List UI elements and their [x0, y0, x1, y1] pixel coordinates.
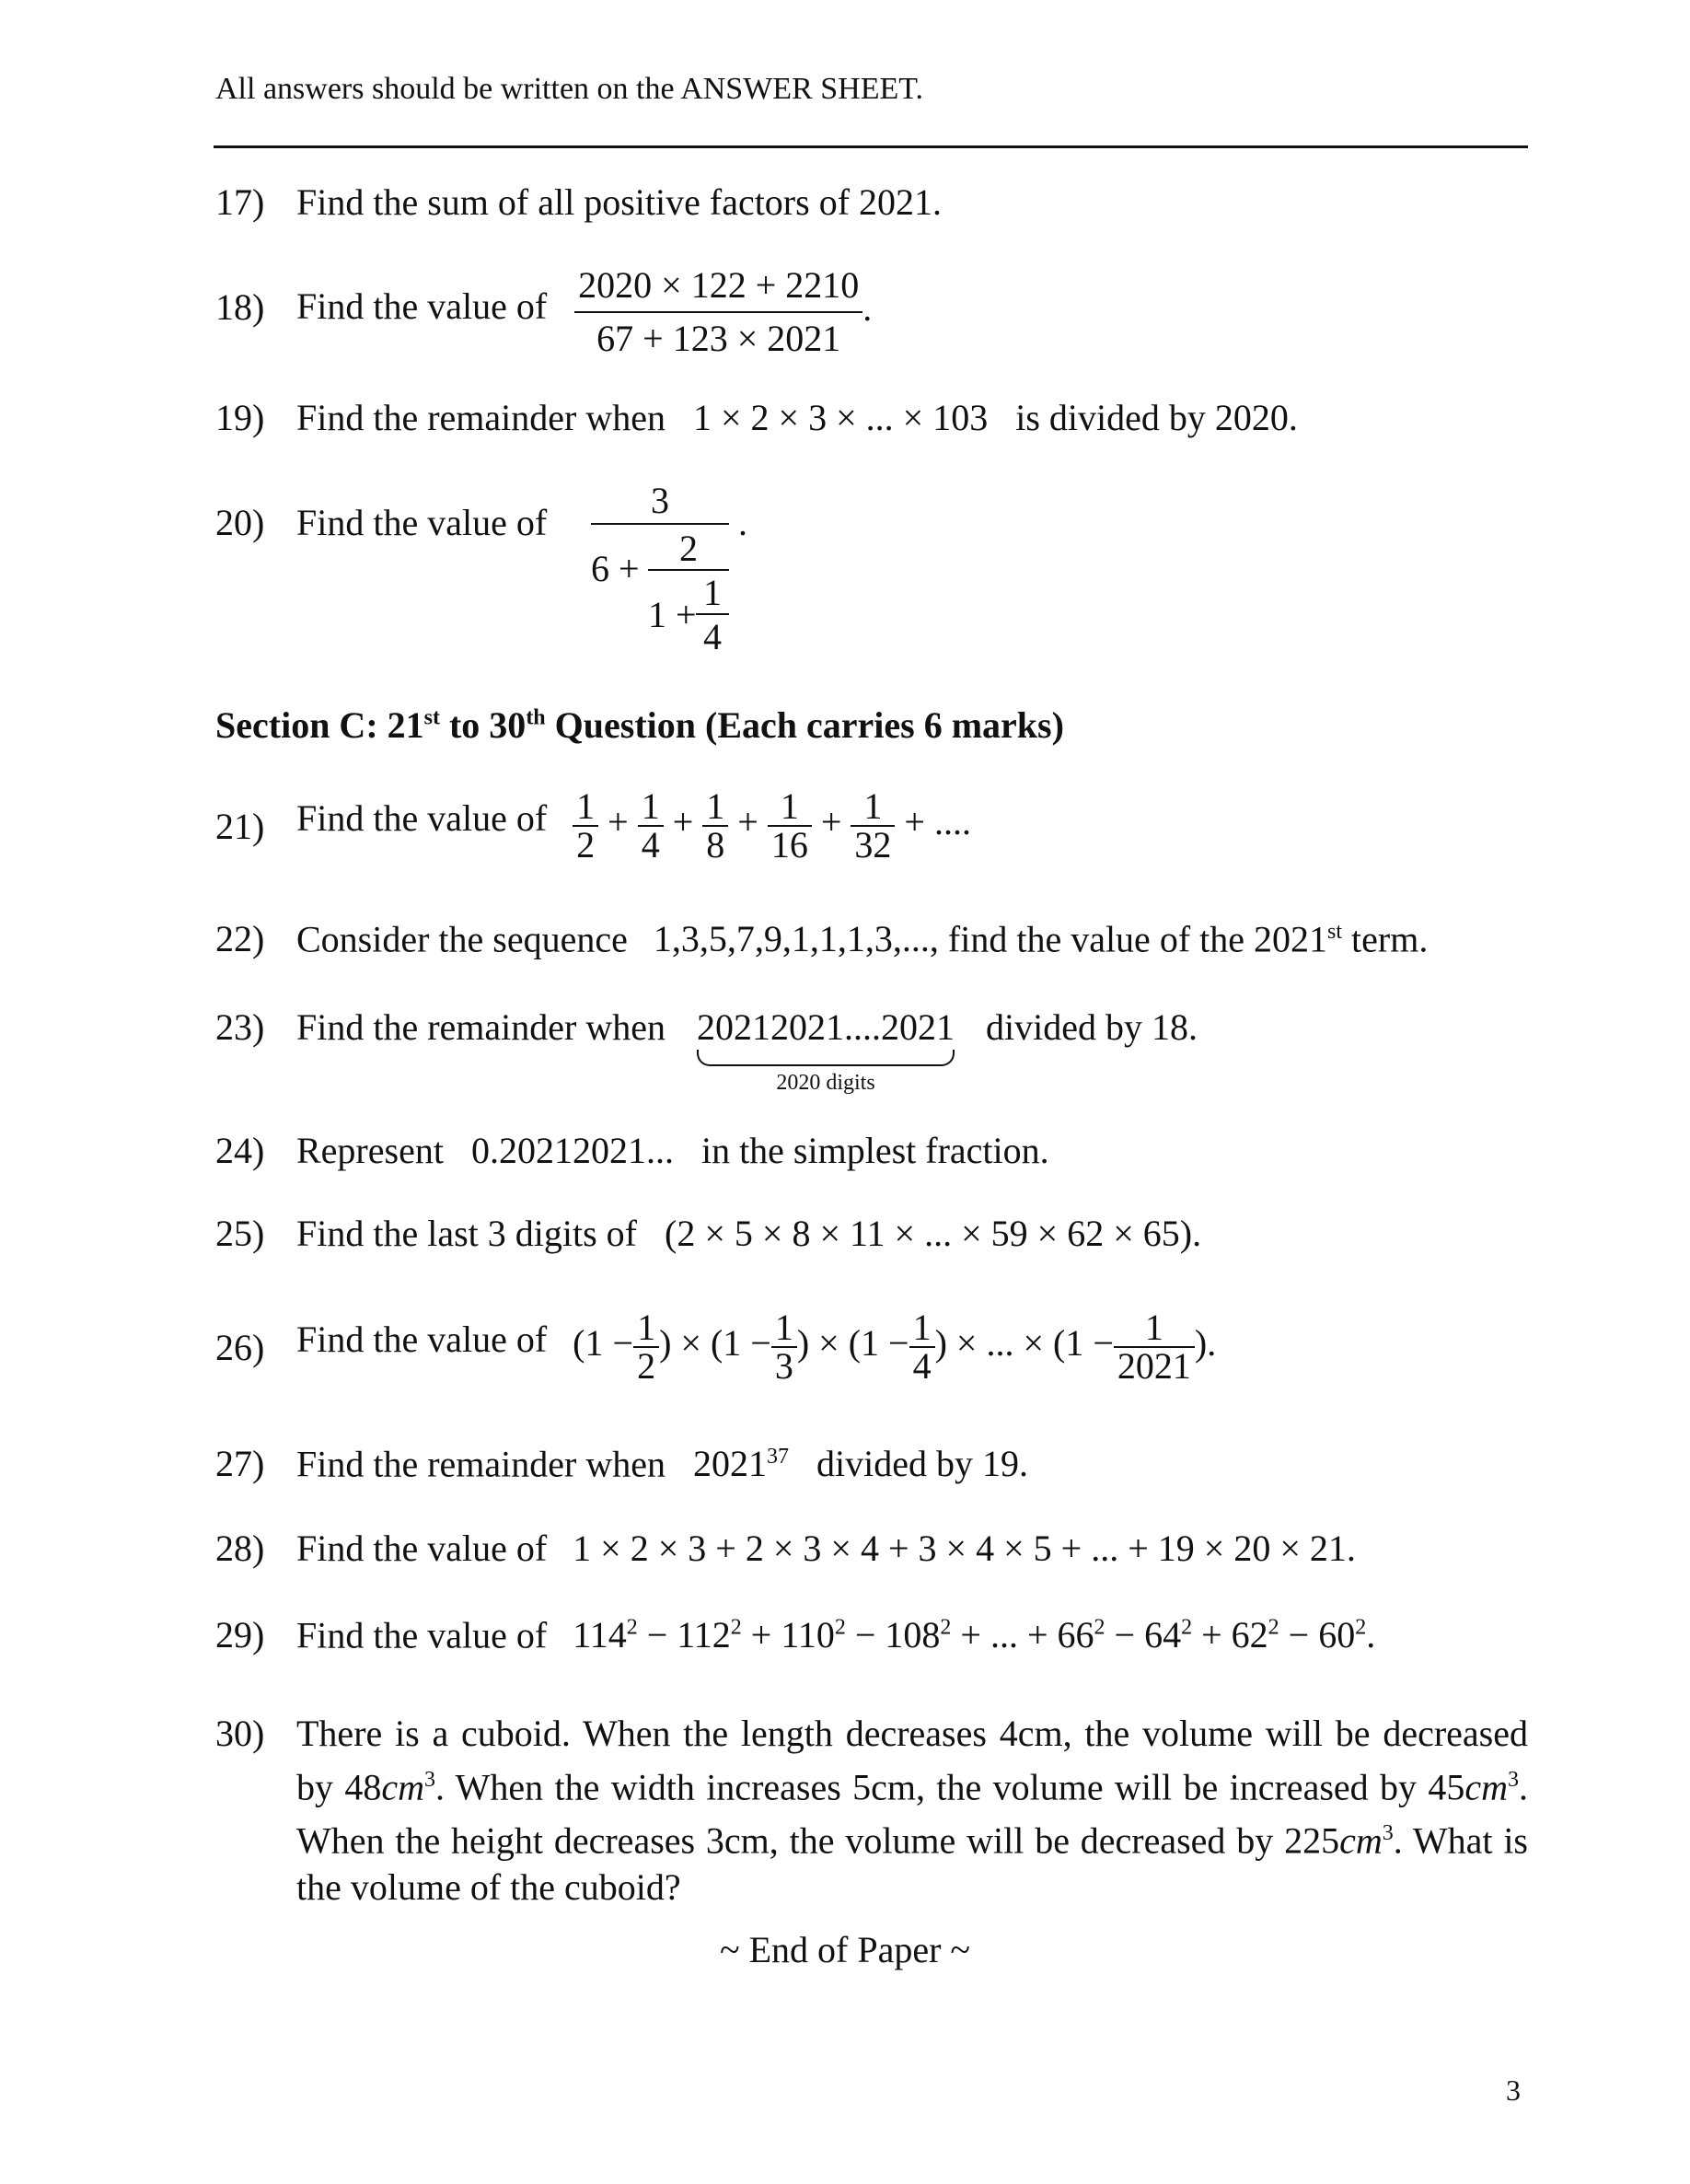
numerator: 2020 × 122 + 2210 [574, 267, 862, 313]
sequence: 1,3,5,7,9,1,1,1,3,..., [653, 918, 939, 960]
section-title: Section C: 21 [215, 704, 424, 746]
term: − 60 [1288, 1614, 1356, 1656]
question-text: Find the remainder when [296, 1006, 666, 1048]
question-text-end: is divided by 2020. [1015, 397, 1298, 438]
exponent: 37 [767, 1445, 789, 1469]
math-text: ). [1194, 1322, 1217, 1365]
fraction-bar [696, 613, 729, 615]
fraction [574, 264, 862, 359]
series-tail: + .... [904, 801, 971, 843]
fraction [633, 1309, 659, 1385]
question-text: Find the sum of all positive factors of 2021. [296, 181, 943, 223]
page-number: 3 [1506, 2074, 1521, 2107]
numerator: 1 [703, 572, 722, 613]
question-body [296, 1215, 1201, 1252]
denominator: 32 [854, 824, 892, 865]
numerator: 1 [771, 1309, 797, 1348]
question-text: Find the value of [296, 1614, 548, 1656]
question-text: Find the remainder when [296, 397, 666, 438]
math-text: ) × ... × (1 − [934, 1322, 1114, 1365]
math-expression: 0.20212021... [470, 1130, 674, 1171]
numerator: 3 [651, 480, 669, 521]
math-base: 2021 [693, 1443, 767, 1485]
question-body [296, 1443, 1028, 1485]
unit: cm [1464, 1766, 1508, 1808]
question-text: Find the last 3 digits of [296, 1213, 637, 1254]
term: 114 [573, 1614, 627, 1656]
question-body [296, 785, 971, 865]
math-expression: 20212021....2021 [697, 1006, 955, 1048]
question-number: 21) [215, 806, 265, 847]
term: − 64 [1114, 1614, 1182, 1656]
series: $\frac{1}{2}$ + $\frac{1}{4}$ + $\frac{1}{8}$ + $\frac{1}{16}$ + $\frac{1}{32}$ + .... [573, 801, 971, 842]
math-expression: 1 × 2 × 3 × ... × 103 [693, 397, 989, 438]
math-expression: (2 × 5 × 8 × 11 × ... × 59 × 62 × 65) [665, 1213, 1193, 1254]
denominator: 16 [770, 824, 808, 865]
numerator: 1 [909, 1309, 935, 1348]
unit: cm [381, 1766, 424, 1808]
denominator-prefix: 6 + [591, 548, 640, 589]
header-divider [214, 145, 1528, 148]
term: − 112 [646, 1614, 731, 1656]
question-text: find the value of the 2021 [947, 918, 1327, 960]
exponent: 2 [1268, 1616, 1279, 1640]
term: + 62 [1201, 1614, 1268, 1656]
question-text: Find the value of [296, 797, 548, 840]
section-heading [215, 703, 1064, 747]
fraction [1114, 1309, 1195, 1385]
term: + ... + 66 [960, 1614, 1094, 1656]
answer-sheet-instruction: All answers should be written on the ANSWER SHEET. [215, 72, 924, 106]
denominator: 8 [706, 824, 725, 865]
superscript: st [423, 705, 440, 730]
underbrace [697, 1050, 955, 1066]
unit: cm [1339, 1819, 1383, 1862]
alternating-squares [573, 1614, 1375, 1655]
question-number: 29) [215, 1614, 265, 1655]
denominator-prefix: 1 + [648, 594, 697, 635]
question-body [296, 918, 1429, 960]
question-text-end: divided by 18. [986, 1006, 1198, 1048]
question-body [296, 1309, 1216, 1385]
question-number: 25) [215, 1213, 265, 1254]
denominator: 67 + 123 × 2021 [596, 318, 841, 359]
question-paragraph [296, 1711, 1528, 1911]
denominator: 2 [637, 1345, 656, 1387]
underbraced-number [697, 1006, 955, 1095]
question-text: Find the value of [296, 502, 548, 543]
question-text: Find the value of [296, 1319, 548, 1361]
question-body [296, 1614, 1376, 1656]
question-number: 27) [215, 1443, 265, 1484]
numerator: 1 [633, 1309, 659, 1348]
question-number: 24) [215, 1130, 265, 1171]
question-text: Find the remainder when [296, 1443, 666, 1485]
fraction [702, 785, 728, 865]
fraction [851, 785, 895, 865]
exponent: 2 [940, 1616, 952, 1640]
fraction [573, 785, 598, 865]
denominator: 4 [912, 1345, 932, 1387]
denominator: 4 [703, 616, 722, 657]
numerator: 1 [851, 788, 895, 827]
question-body [296, 1530, 1356, 1567]
fraction [768, 785, 812, 865]
question-number: 28) [215, 1528, 265, 1569]
denominator: 2 [576, 824, 596, 865]
question-text: There is a cuboid. When the length decreases 4cm, the volume will be decreased by 48 [296, 1713, 1528, 1808]
question-number: 26) [215, 1327, 265, 1368]
exponent: 3 [1508, 1768, 1519, 1792]
period: . [738, 502, 747, 543]
denominator: 3 [774, 1345, 793, 1387]
term: − 108 [854, 1614, 941, 1656]
period: . [862, 287, 873, 330]
question-body [296, 1006, 1198, 1095]
question-body [296, 1130, 1049, 1171]
question-text-end: in the simplest fraction. [700, 1130, 1049, 1171]
fraction [909, 1309, 935, 1385]
math-text: (1 − [573, 1322, 634, 1365]
question-number: 17) [215, 181, 265, 223]
question-30 [215, 1711, 1528, 1911]
question-text: Represent [296, 1130, 444, 1171]
denominator: 2021 [1117, 1345, 1191, 1387]
question-text: . When the height decreases 3cm, the volume will be decreased by 225 [296, 1766, 1528, 1862]
exponent: 2 [1094, 1616, 1105, 1640]
question-text: Find the value of [296, 285, 548, 328]
end-of-paper: ~ End of Paper ~ [719, 1929, 971, 1970]
question-number: 23) [215, 1006, 265, 1048]
superscript: st [1327, 920, 1343, 944]
math-text: ) × (1 − [796, 1322, 909, 1365]
question-text: . When the width increases 5cm, the volume will be increased by 45 [435, 1766, 1465, 1808]
exponent: 2 [626, 1616, 638, 1640]
period: . [1192, 1213, 1202, 1254]
numerator: 1 [702, 788, 728, 827]
question-number: 30) [215, 1713, 265, 1754]
denominator: 4 [641, 824, 660, 865]
numerator: 1 [638, 788, 664, 827]
numerator: 1 [573, 788, 598, 827]
question-text: Consider the sequence [296, 918, 628, 960]
superscript: th [526, 705, 546, 730]
question-number: 18) [215, 286, 265, 328]
exponent: 3 [424, 1768, 435, 1792]
question-text-end: divided by 19. [816, 1443, 1028, 1485]
period: . [1366, 1614, 1376, 1656]
question-number: 20) [215, 502, 265, 543]
fraction-bar [591, 523, 729, 525]
section-title: Question (Each carries 6 marks) [545, 704, 1064, 746]
section-title: to 30 [439, 704, 527, 746]
question-number: 22) [215, 918, 265, 959]
question-text-end: term. [1342, 918, 1429, 960]
math-text: ) × (1 − [659, 1322, 771, 1365]
question-text: . What is the volume of the cuboid? [296, 1819, 1528, 1908]
exponent: 2 [834, 1616, 846, 1640]
exponent: 2 [730, 1616, 742, 1640]
numerator: 1 [768, 788, 812, 827]
question-body [296, 264, 873, 359]
numerator: 2 [679, 528, 698, 569]
fraction-bar [648, 569, 729, 571]
math-expression: 1 × 2 × 3 + 2 × 3 × 4 + 3 × 4 × 5 + ... + 19 × 20 × 21. [573, 1528, 1356, 1569]
term: + 110 [750, 1614, 835, 1656]
exponent: 2 [1181, 1616, 1193, 1640]
exponent: 2 [1355, 1616, 1367, 1640]
product-expression [573, 1307, 1217, 1387]
question-text: Find the value of [296, 1528, 548, 1569]
exponent: 3 [1382, 1821, 1394, 1846]
fraction [638, 785, 664, 865]
question-body [296, 397, 1298, 438]
question-number: 19) [215, 397, 265, 438]
numerator: 1 [1114, 1309, 1195, 1348]
underbrace-label: 2020 digits [776, 1071, 875, 1095]
fraction [771, 1309, 797, 1385]
